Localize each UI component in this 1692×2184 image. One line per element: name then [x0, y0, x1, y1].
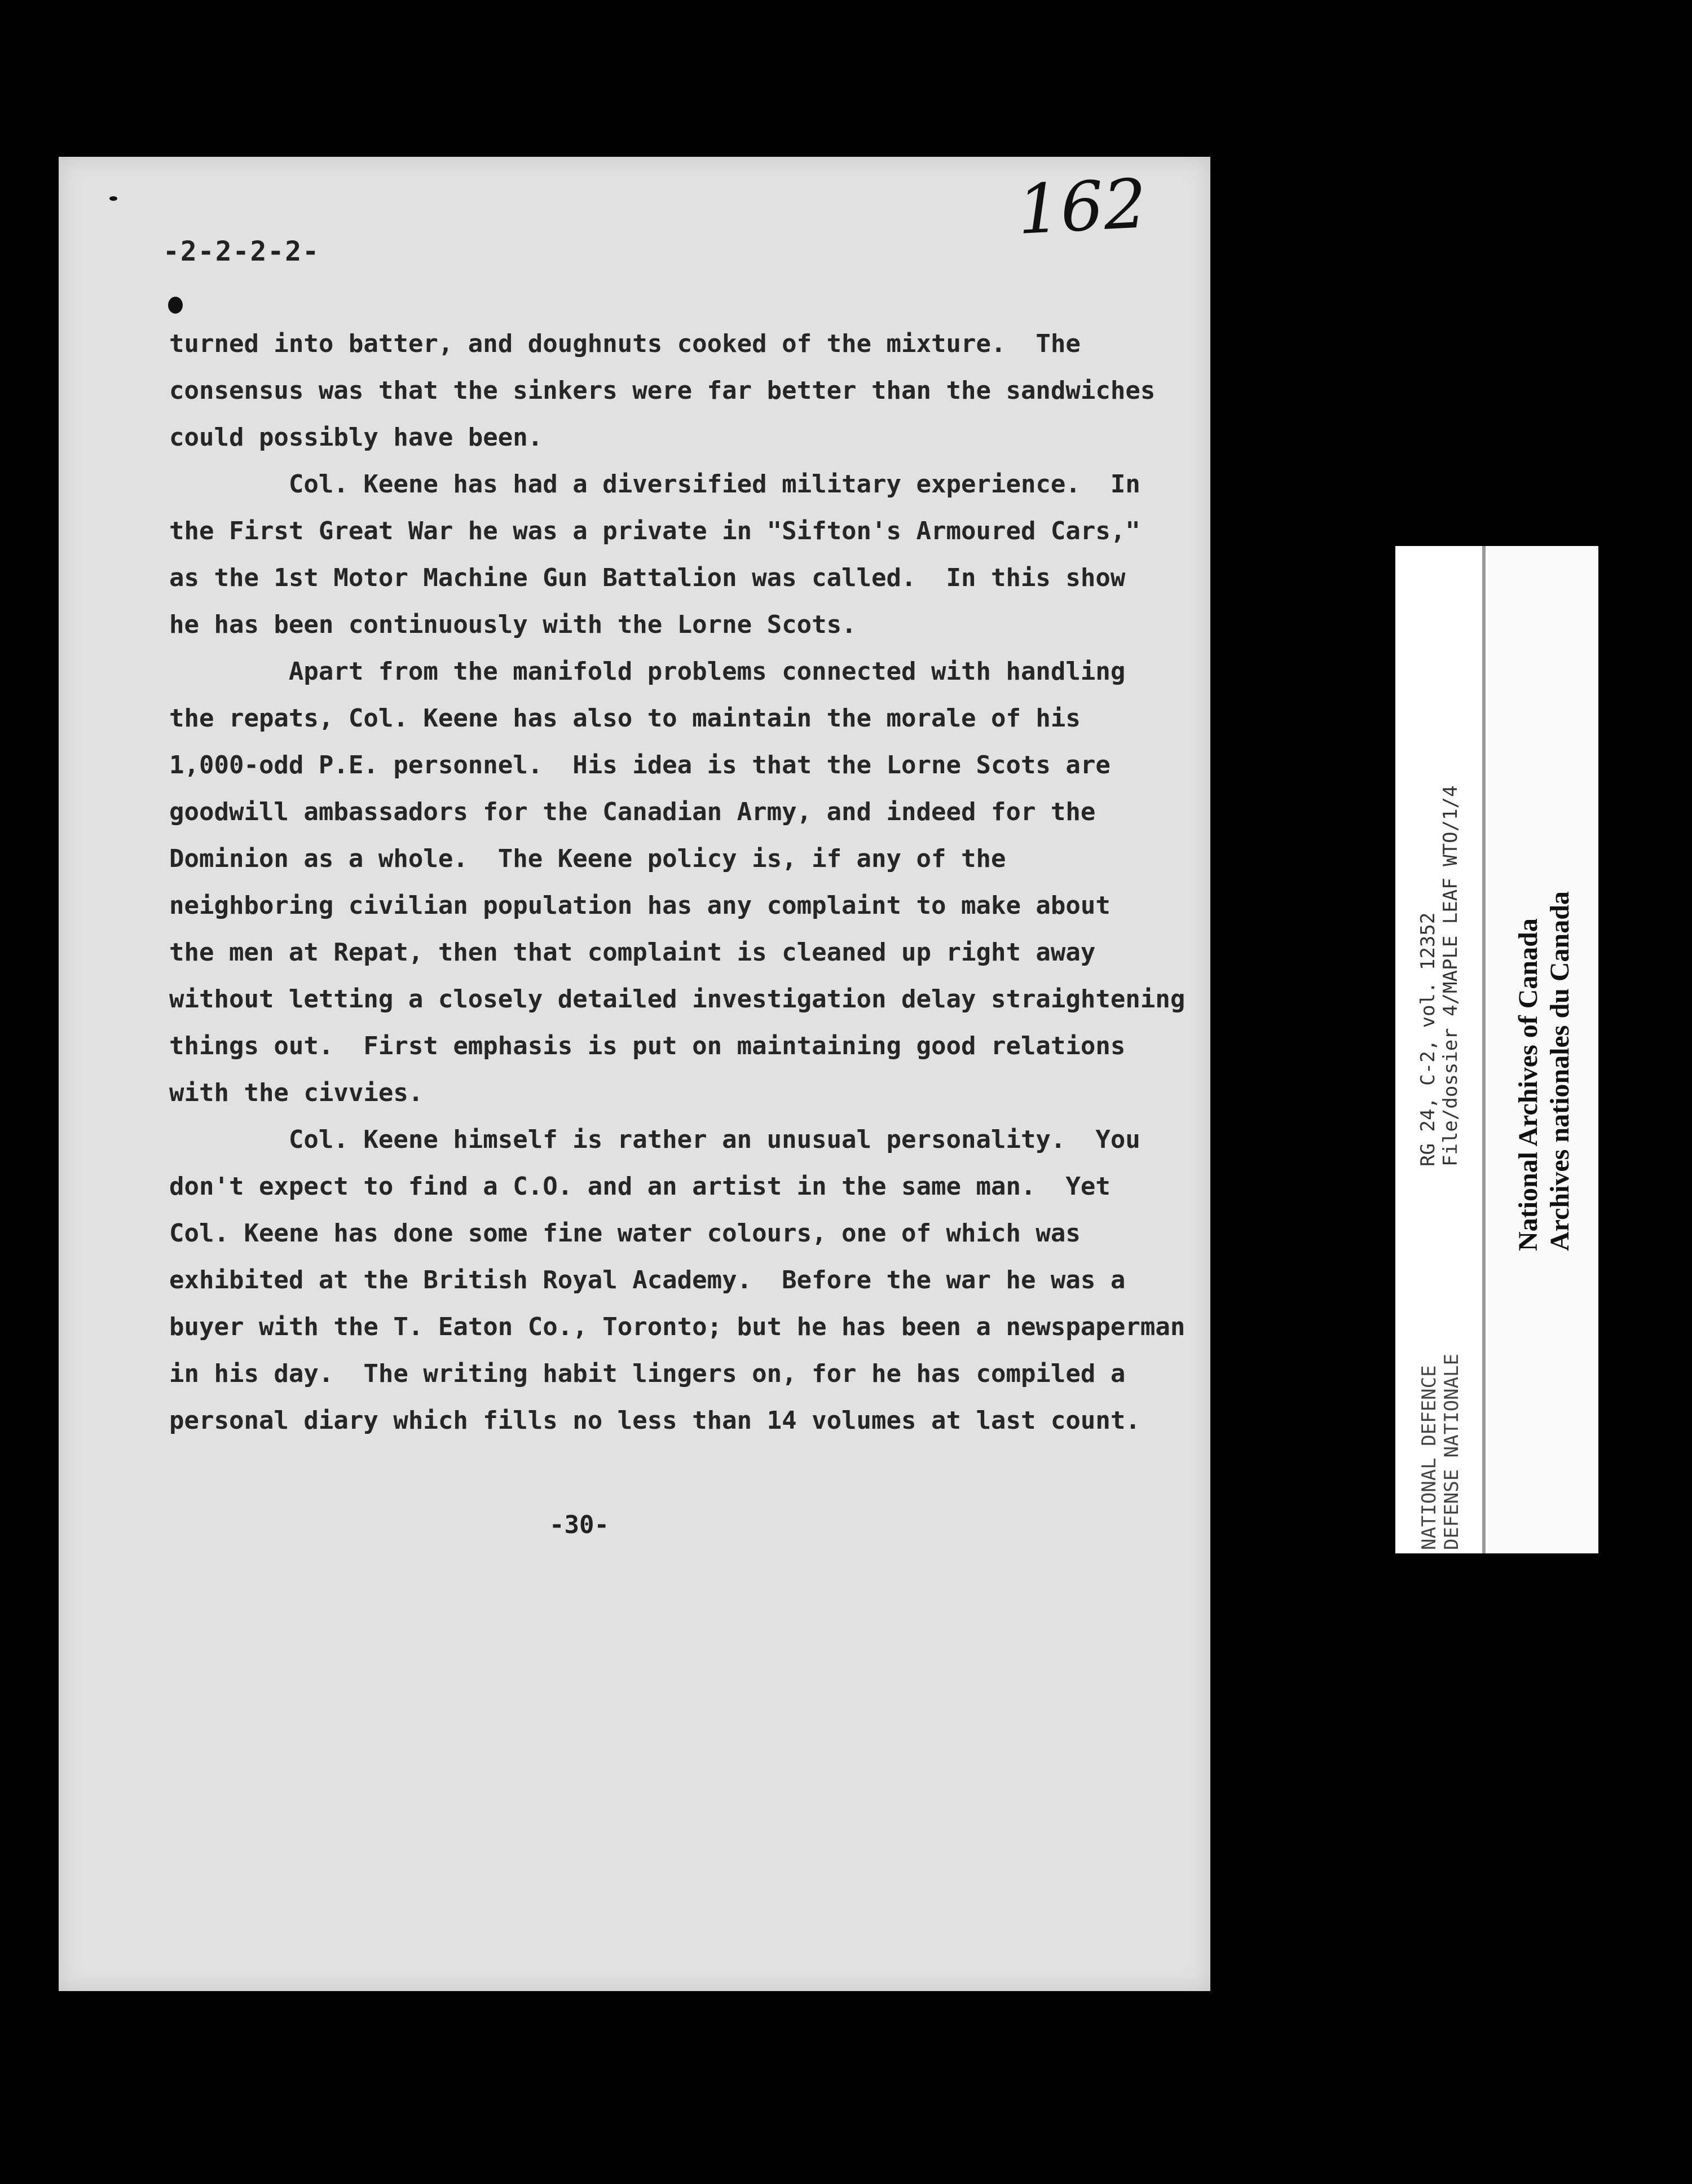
text-line: 1,000-odd P.E. personnel. His idea is that the Lorne Scots are	[169, 751, 1111, 780]
handwritten-page-number: 162	[1015, 165, 1149, 250]
ink-speck	[168, 297, 183, 314]
text-line: don't expect to find a C.O. and an artist in the same man. Yet	[169, 1172, 1111, 1201]
text-line: Col. Keene has had a diversified military experience. In	[169, 470, 1140, 499]
archive-reference	[1417, 785, 1462, 1166]
text-line: the men at Repat, then that complaint is cleaned up right away	[169, 938, 1096, 967]
text-line: in his day. The writing habit lingers on, for he has compiled a	[169, 1359, 1126, 1388]
text-line: could possibly have been.	[169, 423, 543, 452]
page-header: -2-2-2-2-	[163, 236, 320, 267]
archives-label-line: Archives nationales du Canada	[1545, 891, 1575, 1251]
text-line: with the civvies.	[169, 1078, 424, 1107]
archive-reference-line: RG 24, C-2, vol. 12352	[1417, 912, 1439, 1166]
department-label	[1418, 1354, 1463, 1550]
archives-label-line: National Archives of Canada	[1513, 918, 1543, 1251]
body-text	[169, 320, 1241, 1444]
text-line: goodwill ambassadors for the Canadian Army, and indeed for the	[169, 798, 1096, 826]
text-line: the First Great War he was a private in "Sifton's Armoured Cars,"	[169, 517, 1140, 545]
text-line: Col. Keene himself is rather an unusual personality. You	[169, 1125, 1140, 1154]
text-line: personal diary which fills no less than 14 volumes at last count.	[169, 1406, 1140, 1435]
text-line: Col. Keene has done some fine water colours, one of which was	[169, 1219, 1081, 1248]
text-line: Dominion as a whole. The Keene policy is, if any of the	[169, 844, 1006, 873]
department-label-line: DEFENSE NATIONALE	[1440, 1354, 1463, 1550]
text-line: consensus was that the sinkers were far better than the sandwiches	[169, 376, 1156, 405]
text-line: things out. First emphasis is put on maintaining good relations	[169, 1032, 1126, 1060]
document-page	[59, 157, 1210, 1991]
ink-speck	[109, 196, 117, 201]
text-line: turned into batter, and doughnuts cooked of the mixture. The	[169, 329, 1081, 358]
stamp-divider	[1482, 546, 1486, 1553]
text-line: buyer with the T. Eaton Co., Toronto; but he has been a newspaperman	[169, 1313, 1186, 1341]
archives-label	[1513, 891, 1576, 1251]
text-line: without letting a closely detailed investigation delay straightening	[169, 985, 1186, 1014]
text-line: exhibited at the British Royal Academy. Before the war he was a	[169, 1266, 1126, 1294]
text-line: neighboring civilian population has any complaint to make about	[169, 891, 1111, 920]
archive-stamp	[1395, 546, 1598, 1553]
text-line: the repats, Col. Keene has also to maintain the morale of his	[169, 704, 1081, 733]
text-line: he has been continuously with the Lorne Scots.	[169, 610, 857, 639]
department-label-line: NATIONAL DEFENCE	[1418, 1365, 1440, 1550]
archive-reference-line: File/dossier 4/MAPLE LEAF WTO/1/4	[1439, 785, 1462, 1166]
text-line: as the 1st Motor Machine Gun Battalion was called. In this show	[169, 563, 1126, 592]
page-footer: -30-	[549, 1511, 609, 1539]
text-line: Apart from the manifold problems connected with handling	[169, 657, 1126, 686]
